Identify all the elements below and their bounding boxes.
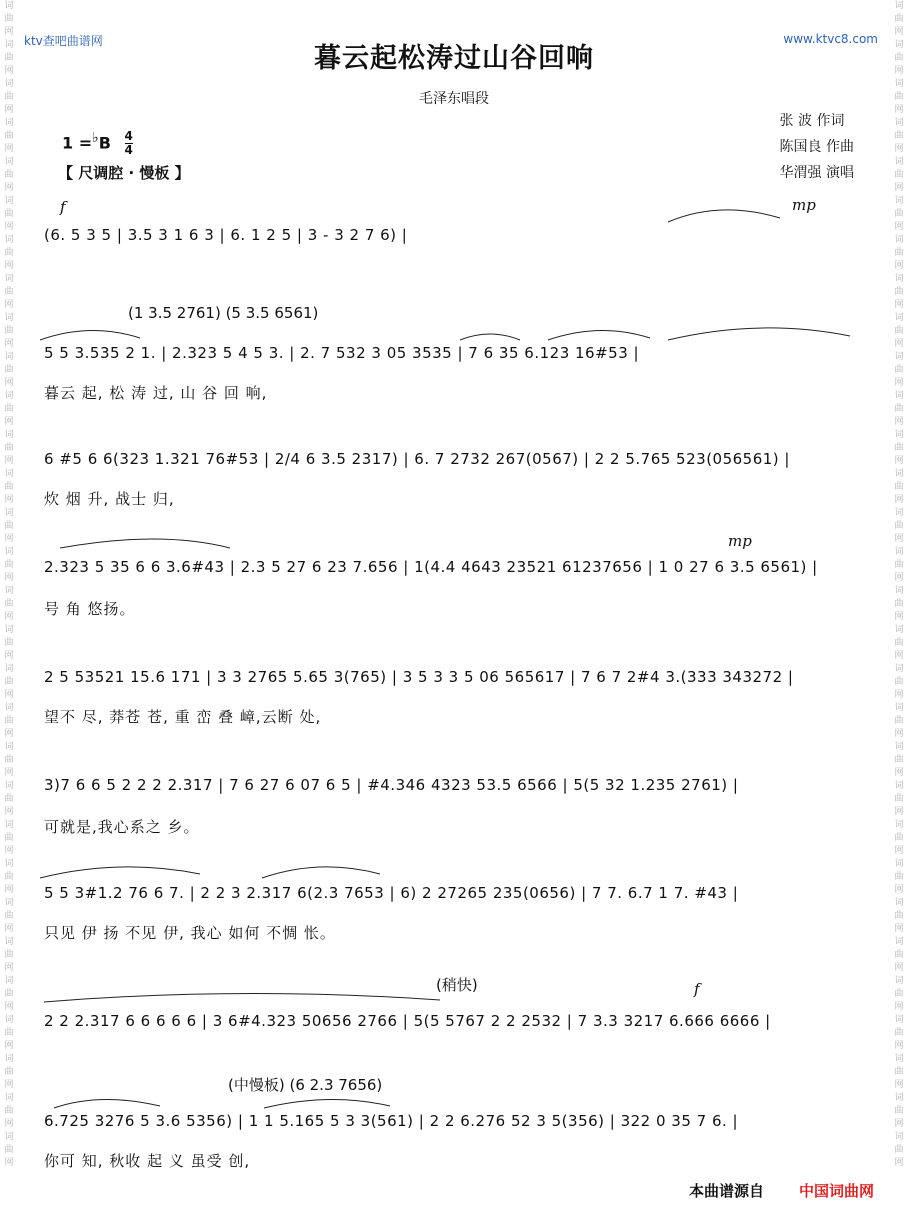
notation-line: 6 #5 6 6(323 1.321 76#53 | 2/4 6 3.5 2317) | 6. 7 2732 267(0567) | 2 2 5.765 523(056561) | xyxy=(44,450,790,468)
slur-arc xyxy=(44,993,440,1002)
flat-symbol: ♭ xyxy=(92,130,99,146)
slur-arc xyxy=(262,867,380,878)
slur-arc xyxy=(668,210,780,222)
composer-credit: 陈国良 作曲 xyxy=(779,139,854,155)
site-url-right[interactable]: www.ktvc8.com xyxy=(783,32,878,46)
slur-arc xyxy=(548,330,650,340)
notation-line: 6.725 3276 5 3.6 5356) | 1 1 5.165 5 3 3(561) | 2 2 6.276 52 3 5(356) | 322 0 35 7 6. | xyxy=(44,1112,739,1130)
lyric-line: 望不 尽, 莽苍 苍, 重 峦 叠 嶂,云断 处, xyxy=(44,708,322,726)
dynamic-marking: mp xyxy=(728,532,752,550)
tempo-marking: 【 尺调腔 · 慢板 】 xyxy=(58,164,190,182)
slur-arc xyxy=(668,328,850,340)
score-title: 暮云起松涛过山谷回响 xyxy=(314,43,594,74)
notation-line: 2.323 5 35 6 6 3.6#43 | 2.3 5 27 6 23 7.656 | 1(4.4 4643 23521 61237656 | 1 0 27 6 3.5 6561) | xyxy=(44,558,818,576)
notation-line: 2 5 53521 15.6 171 | 3 3 2765 5.65 3(765) | 3 5 3 3 5 06 565617 | 7 6 7 2#4 3.(333 343272 | xyxy=(44,668,794,686)
notation-line: 5 5 3#1.2 76 6 7. | 2 2 3 2.317 6(2.3 7653 | 6) 2 27265 235(0656) | 7 7. 6.7 1 7. #43 | xyxy=(44,884,739,902)
lyric-line: 你可 知, 秋收 起 义 虽受 创, xyxy=(44,1152,251,1170)
lyric-line: 炊 烟 升, 战士 归, xyxy=(44,490,175,508)
singer-credit: 华渭强 演唱 xyxy=(779,165,854,181)
notation-line: 2 2 2.317 6 6 6 6 6 | 3 6#4.323 50656 2766 | 5(5 5767 2 2 2532 | 7 3.3 3217 6.666 6666 | xyxy=(44,1012,771,1030)
ornament-notes: (1 3.5 2761) (5 3.5 6561) xyxy=(128,304,319,322)
tempo-change-marking: (稍快) xyxy=(436,976,478,994)
source-label: 本曲谱源自 xyxy=(688,1182,764,1200)
dynamic-marking: f xyxy=(694,980,700,998)
slur-arc xyxy=(60,539,230,548)
notation-line: 3)7 6 6 5 2 2 2 2.317 | 7 6 27 6 07 6 5 | #4.346 4323 53.5 6566 | 5(5 32 1.235 2761) | xyxy=(44,776,739,794)
key-prefix: 1 = xyxy=(62,133,93,153)
notation-line: 5 5 3.535 2 1. | 2.323 5 4 5 3. | 2. 7 532 3 05 3535 | 7 6 35 6.123 16#53 | xyxy=(44,344,640,362)
source-site-link[interactable]: 中国词曲网 xyxy=(798,1182,874,1200)
lyric-line: 号 角 悠扬。 xyxy=(44,600,136,618)
lyric-line: 可就是,我心系之 乡。 xyxy=(44,818,200,836)
site-name-left[interactable]: ktv查吧曲谱网 xyxy=(24,34,103,48)
slur-arc xyxy=(40,330,140,340)
right-watermark-strip: 词曲网词曲网词曲网词曲网词曲网词曲网词曲网词曲网词曲网词曲网词曲网词曲网词曲网词曲网词曲网词曲网词曲网词曲网词曲网词曲网词曲网词曲网词曲网词曲网词曲网词曲网词曲网词曲网词曲网词曲网 xyxy=(894,1,904,1168)
slur-arc xyxy=(54,1099,160,1108)
tempo-change-marking: (中慢板) (6 2.3 7656) xyxy=(228,1076,383,1094)
score-subtitle: 毛泽东唱段 xyxy=(419,91,489,107)
time-signature-bottom: 4 xyxy=(124,143,133,158)
lyric-line: 暮云 起, 松 涛 过, 山 谷 回 响, xyxy=(44,384,268,402)
notation-line: (6. 5 3 5 | 3.5 3 1 6 3 | 6. 1 2 5 | 3 - 3 2 7 6) | xyxy=(44,226,408,244)
left-watermark-strip: 词曲网词曲网词曲网词曲网词曲网词曲网词曲网词曲网词曲网词曲网词曲网词曲网词曲网词曲网词曲网词曲网词曲网词曲网词曲网词曲网词曲网词曲网词曲网词曲网词曲网词曲网词曲网词曲网词曲网词曲网 xyxy=(4,1,14,1168)
lyric-line: 只见 伊 扬 不见 伊, 我心 如何 不惆 怅。 xyxy=(44,924,336,942)
dynamic-marking: mp xyxy=(792,196,816,214)
slur-arc xyxy=(460,334,520,340)
slur-arc xyxy=(264,1099,390,1108)
lyricist-credit: 张 波 作词 xyxy=(779,113,845,129)
dynamic-marking: f xyxy=(60,198,66,216)
key-note: B xyxy=(98,133,111,153)
slur-arc xyxy=(40,867,200,878)
time-signature-top: 4 xyxy=(124,129,133,144)
